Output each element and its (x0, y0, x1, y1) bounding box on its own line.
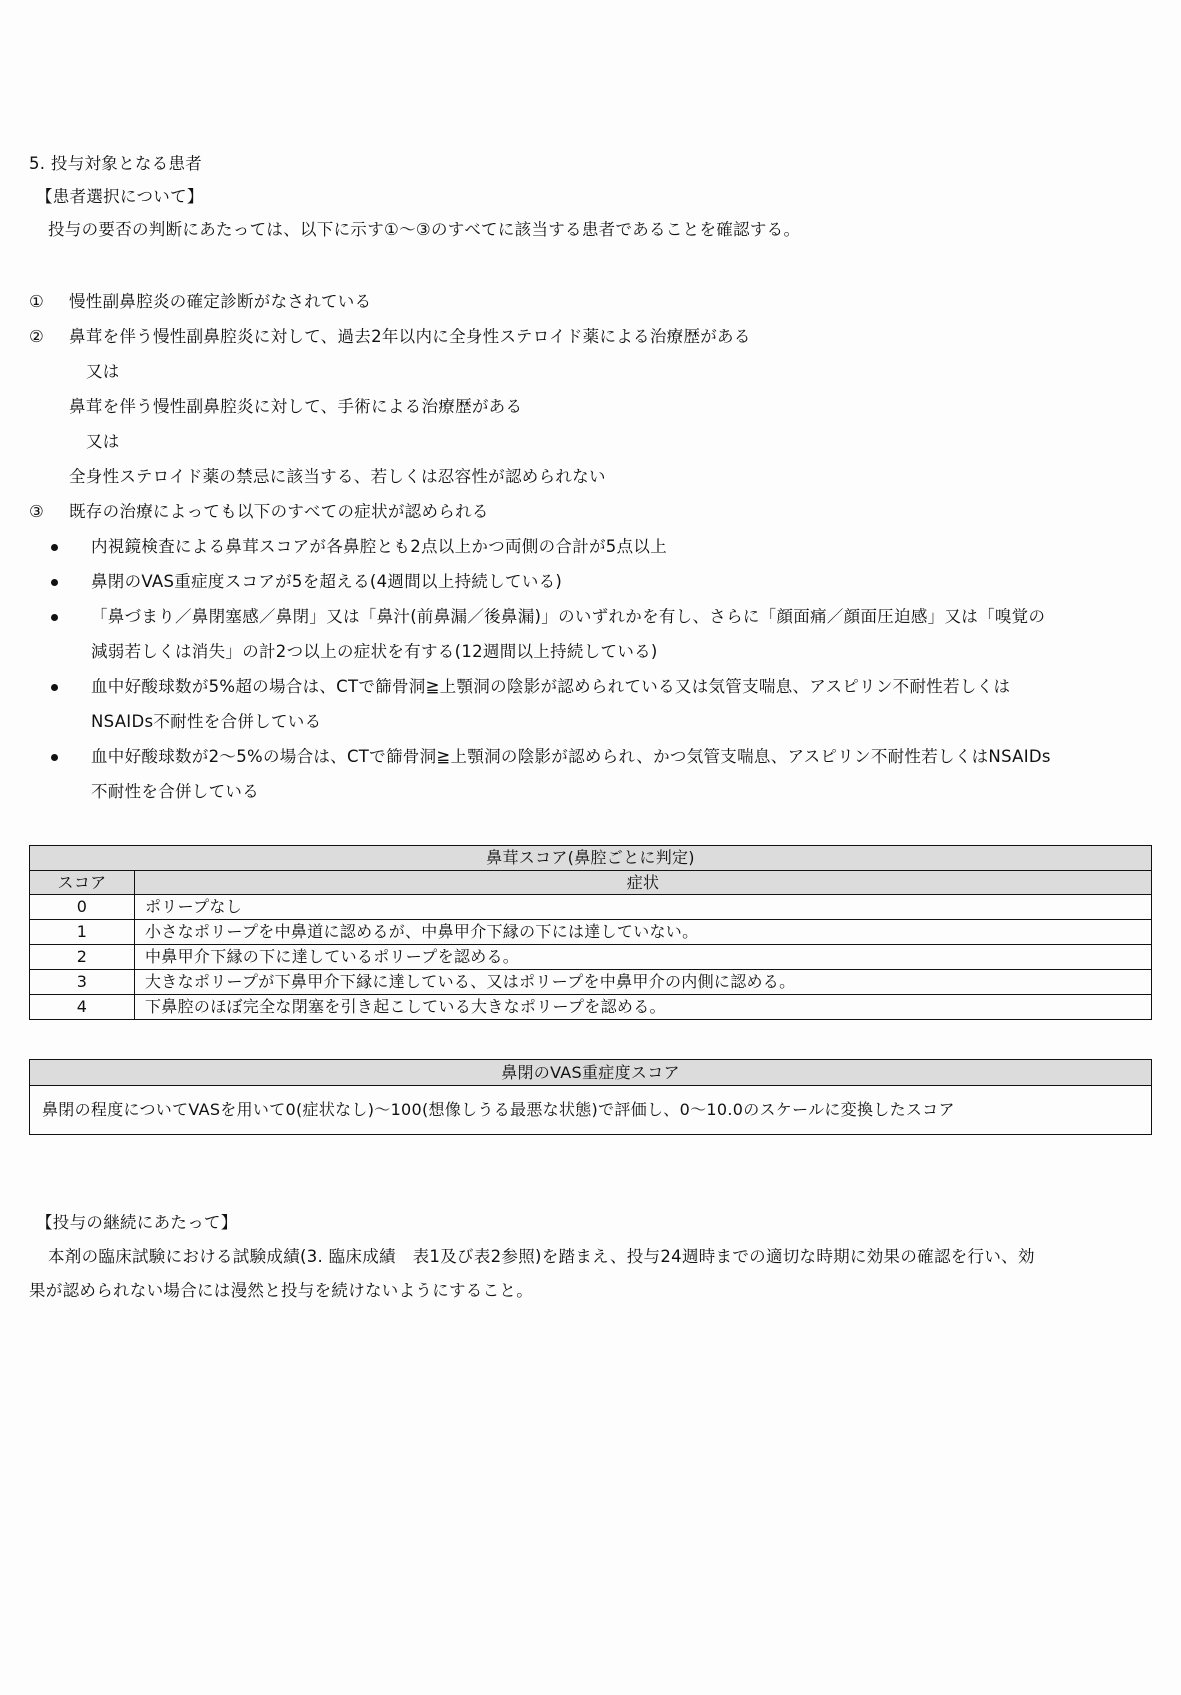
criterion-2-alt-1: 鼻茸を伴う慢性副鼻腔炎に対して、手術による治療歴がある (69, 397, 523, 416)
criterion-text: 慢性副鼻腔炎の確定診断がなされている (69, 292, 372, 311)
continuation-line-1: 本剤の臨床試験における試験成績(3. 臨床成績 表1及び表2参照)を踏まえ、投与24週時までの適切な時期に効果の確認を行い、効 (48, 1247, 1035, 1266)
bullet-icon (51, 754, 58, 761)
criterion-text: 鼻茸を伴う慢性副鼻腔炎に対して、過去2年以内に全身性ステロイド薬による治療歴がある (69, 327, 751, 346)
patient-selection-intro: 投与の要否の判断にあたっては、以下に示す①～③のすべてに該当する患者であることを確認する。 (48, 220, 801, 239)
symptom-bullet-5-line-1: 血中好酸球数が2～5%の場合は、CTで篩骨洞≧上顎洞の陰影が認められ、かつ気管支喘息、アスピリン不耐性若しくはNSAIDs (91, 747, 1051, 766)
table-row (30, 920, 1152, 945)
continuation-heading: 【投与の継続にあたって】 (36, 1213, 238, 1232)
column-header-score: スコア (30, 871, 135, 895)
description-cell: ポリープなし (135, 895, 1152, 920)
bullet-icon (51, 544, 58, 551)
symptom-bullet-3-line-2: 減弱若しくは消失」の計2つ以上の症状を有する(12週間以上持続している) (91, 642, 658, 661)
table-row (30, 895, 1152, 920)
symptom-bullet-4-line-2: NSAIDs不耐性を合併している (91, 712, 322, 731)
polyp-score-table (29, 845, 1152, 1020)
description-cell: 大きなポリープが下鼻甲介下縁に達している、又はポリープを中鼻甲介の内側に認める。 (135, 970, 1152, 995)
column-header-symptom: 症状 (135, 871, 1152, 895)
criterion-marker: ③ (29, 502, 45, 521)
table-row (30, 945, 1152, 970)
criterion-3 (29, 504, 489, 521)
score-cell: 2 (30, 945, 135, 970)
criterion-2-alt-2: 全身性ステロイド薬の禁忌に該当する、若しくは忍容性が認められない (69, 467, 606, 486)
score-cell: 3 (30, 970, 135, 995)
score-cell: 0 (30, 895, 135, 920)
symptom-bullet-1: 内視鏡検査による鼻茸スコアが各鼻腔とも2点以上かつ両側の合計が5点以上 (91, 537, 667, 556)
polyp-table-title: 鼻茸スコア(鼻腔ごとに判定) (30, 846, 1152, 871)
section-title: 5. 投与対象となる患者 (29, 154, 203, 173)
score-cell: 1 (30, 920, 135, 945)
criterion-marker: ② (29, 327, 45, 346)
description-cell: 下鼻腔のほぼ完全な閉塞を引き起こしている大きなポリープを認める。 (135, 995, 1152, 1020)
vas-description-cell: 鼻閉の程度についてVASを用いて0(症状なし)～100(想像しうる最悪な状態)で評価し、0～10.0のスケールに変換したスコア (30, 1086, 1152, 1135)
bullet-icon (51, 614, 58, 621)
symptom-bullet-2: 鼻閉のVAS重症度スコアが5を超える(4週間以上持続している) (91, 572, 563, 591)
bullet-icon (51, 579, 58, 586)
table-row (30, 970, 1152, 995)
symptom-bullet-3-line-1: 「鼻づまり／鼻閉塞感／鼻閉」又は「鼻汁(前鼻漏／後鼻漏)」のいずれかを有し、さらに「顔面痛／顔面圧迫感」又は「嗅覚の (91, 607, 1046, 626)
criterion-2-or-2: 又は (86, 432, 120, 451)
criterion-text: 既存の治療によっても以下のすべての症状が認められる (69, 502, 489, 521)
description-cell: 中鼻甲介下縁の下に達しているポリープを認める。 (135, 945, 1152, 970)
symptom-bullet-5-line-2: 不耐性を合併している (91, 782, 259, 801)
table-row (30, 995, 1152, 1020)
criterion-1 (29, 294, 371, 311)
criterion-marker: ① (29, 292, 45, 311)
description-cell: 小さなポリープを中鼻道に認めるが、中鼻甲介下縁の下には達していない。 (135, 920, 1152, 945)
continuation-line-2: 果が認められない場合には漫然と投与を続けないようにすること。 (29, 1281, 533, 1300)
criterion-2-or-1: 又は (86, 362, 120, 381)
score-cell: 4 (30, 995, 135, 1020)
criterion-2 (29, 329, 751, 346)
symptom-bullet-4-line-1: 血中好酸球数が5%超の場合は、CTで篩骨洞≧上顎洞の陰影が認められている又は気管支喘息、アスピリン不耐性若しくは (91, 677, 1011, 696)
vas-table-title: 鼻閉のVAS重症度スコア (30, 1060, 1152, 1086)
patient-selection-heading: 【患者選択について】 (36, 187, 204, 206)
vas-score-table (29, 1059, 1152, 1135)
bullet-icon (51, 684, 58, 691)
